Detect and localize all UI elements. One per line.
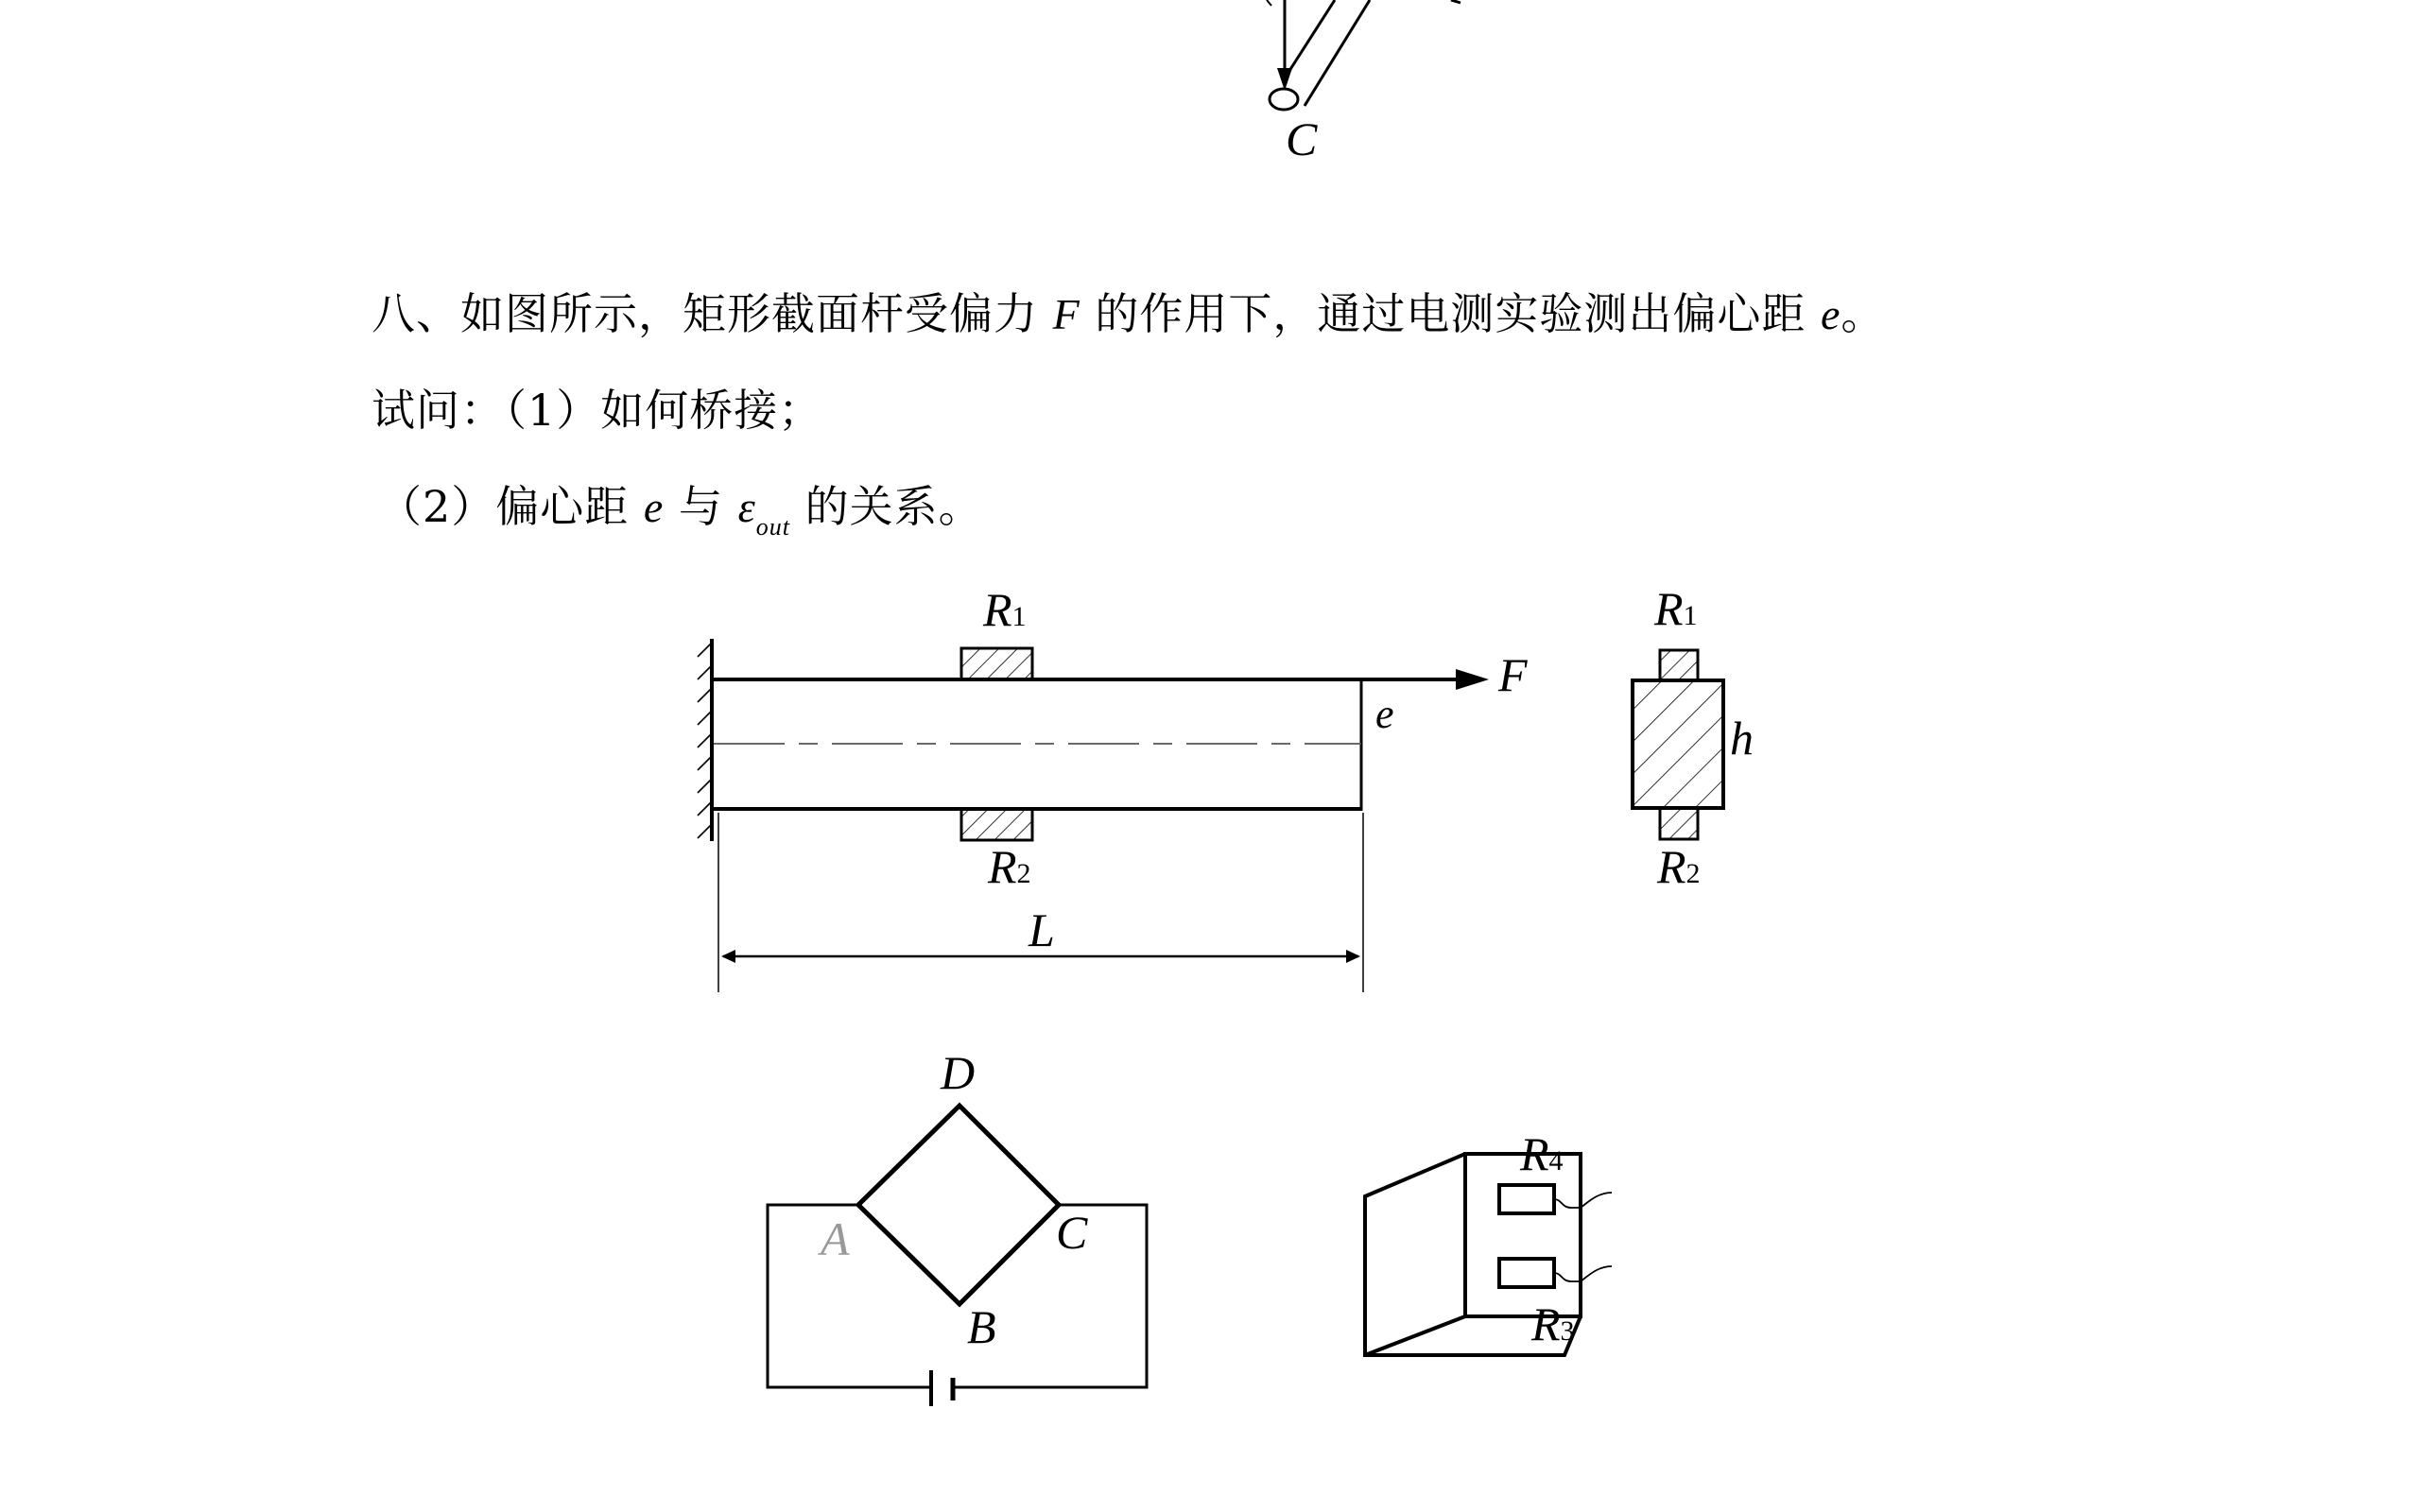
node-b-label: B xyxy=(967,1300,996,1353)
node-d-label: D xyxy=(941,1046,976,1099)
epsilon-subscript: out xyxy=(755,513,790,541)
var-e: e xyxy=(643,483,665,531)
section-label-r1: R1 xyxy=(1654,582,1698,635)
length-label: L xyxy=(1028,903,1055,956)
node-c-label: C xyxy=(1056,1206,1088,1259)
gauge-r3 xyxy=(1499,1259,1554,1287)
force-label: F xyxy=(1498,648,1528,701)
beam-figure xyxy=(698,639,1489,992)
q3-middle: 与 xyxy=(678,481,723,532)
block-label-r4: R4 xyxy=(1520,1127,1564,1180)
arrow-head-icon xyxy=(1456,669,1489,690)
top-label-c: C xyxy=(1286,112,1318,165)
section-gauge-r1 xyxy=(1660,650,1698,680)
beam-label-r1: R1 xyxy=(983,583,1027,636)
var-e: e xyxy=(1820,290,1841,338)
q3-suffix: 的关系。 xyxy=(804,481,983,532)
question-line-2: 试问：（1）如何桥接； xyxy=(372,385,823,436)
bridge-diamond xyxy=(858,1106,1059,1304)
strain-gauge-r1 xyxy=(961,648,1032,679)
q1-middle: 的作用下，通过电测实验测出偏心距 xyxy=(1095,288,1806,339)
block-label-r3: R3 xyxy=(1531,1297,1575,1350)
compensation-block xyxy=(1365,1154,1612,1355)
section-gauge-r2 xyxy=(1660,808,1698,839)
top-rod-figure xyxy=(1267,0,1461,110)
rod-end-ellipse xyxy=(1270,89,1298,110)
strain-gauge-r2 xyxy=(961,809,1032,840)
question-line-3 xyxy=(378,472,983,541)
q1-prefix: 八、如图所示，矩形截面杆受偏力 xyxy=(372,288,1038,339)
q3-prefix: （2）偏心距 xyxy=(378,481,630,532)
section-label-r2: R2 xyxy=(1657,840,1701,893)
question-line-1 xyxy=(372,280,1885,342)
node-a-label: A xyxy=(821,1212,850,1265)
var-epsilon: ε xyxy=(737,483,756,531)
cross-section-figure xyxy=(1633,650,1723,839)
gauge-r4 xyxy=(1499,1185,1554,1213)
var-f: F xyxy=(1052,290,1080,338)
fixed-wall xyxy=(698,639,712,841)
eccentricity-label: e xyxy=(1375,691,1394,737)
q1-suffix: 。 xyxy=(1841,288,1886,339)
section-rect xyxy=(1633,680,1723,808)
beam-label-r2: R2 xyxy=(988,840,1031,893)
height-label: h xyxy=(1730,712,1754,765)
